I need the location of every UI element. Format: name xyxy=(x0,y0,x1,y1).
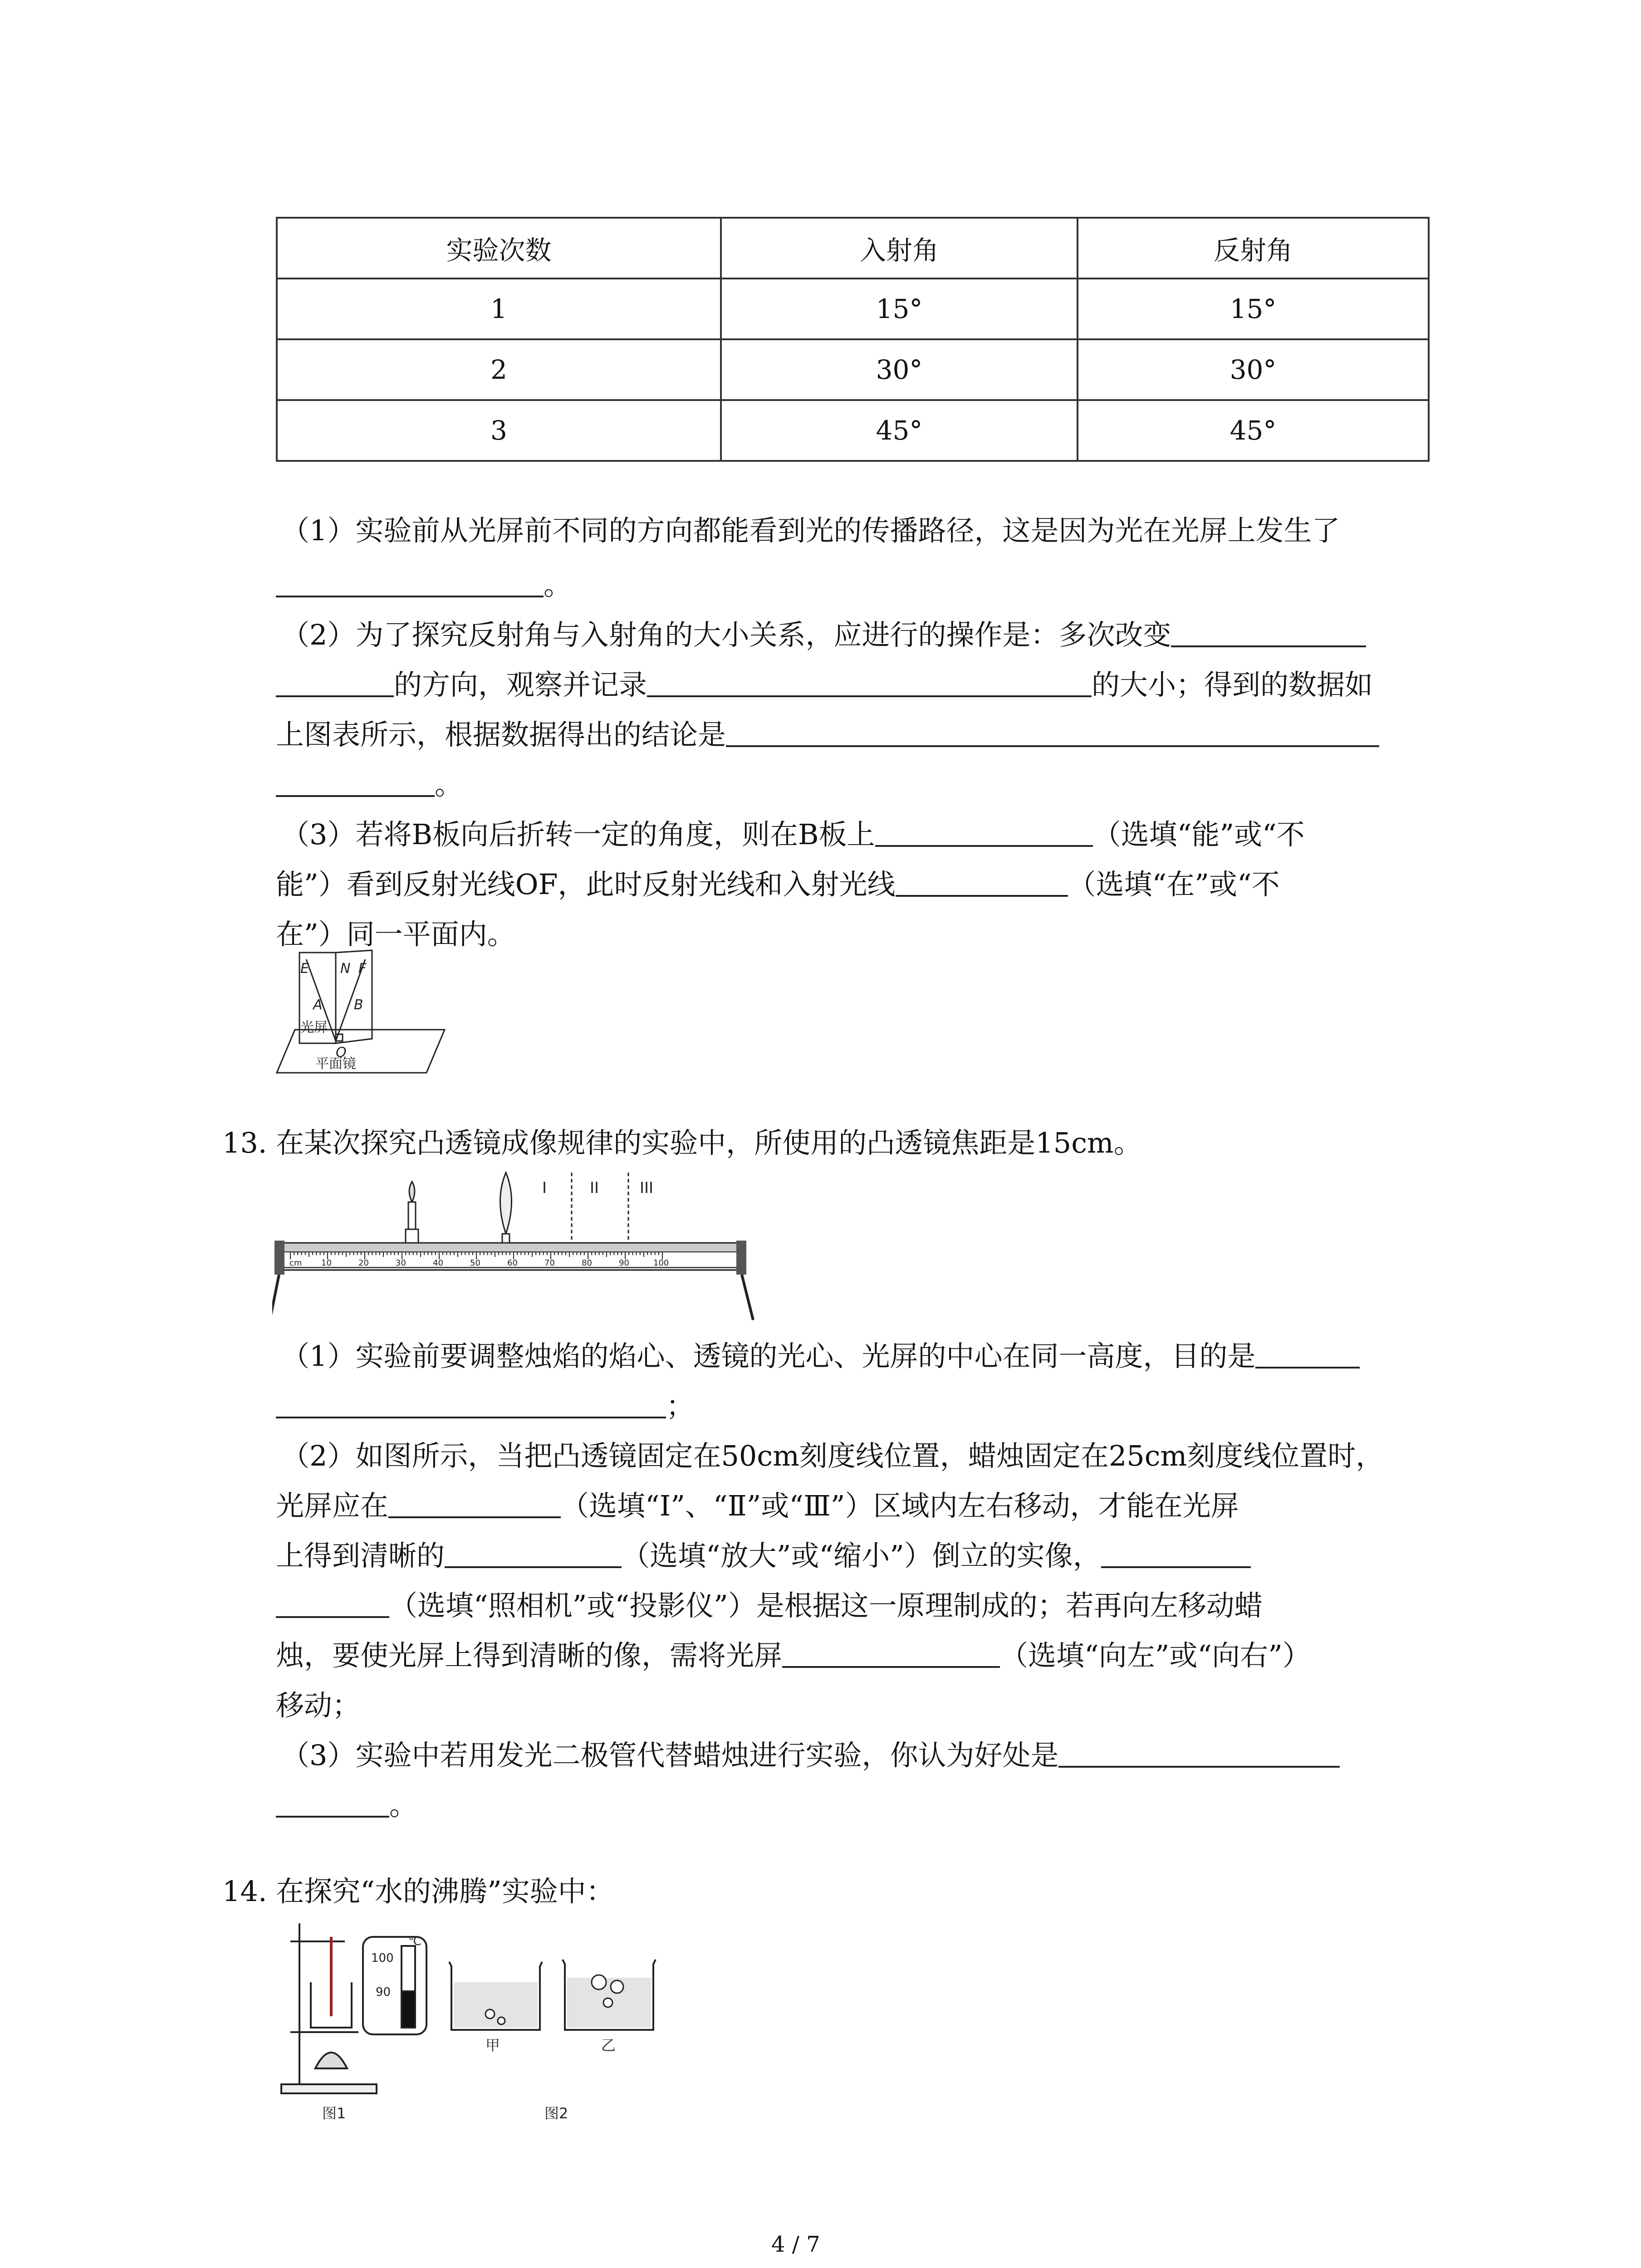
table-cell: 2 xyxy=(277,339,721,400)
table-row xyxy=(277,279,1429,339)
answer-blank[interactable] xyxy=(276,768,435,797)
answer-blank[interactable] xyxy=(445,1539,622,1568)
bench-leg-left xyxy=(272,1275,279,1320)
q13-part1-line2 xyxy=(276,1388,694,1424)
q12-part2-line4 xyxy=(276,767,463,803)
angle-table xyxy=(276,217,1430,462)
q13-part2-text: 移动； xyxy=(276,1689,361,1722)
q13-stem xyxy=(222,1125,1142,1161)
scale-tick-label: 100 xyxy=(653,1258,669,1268)
answer-blank[interactable] xyxy=(1255,1339,1360,1369)
q13-part2-line3 xyxy=(276,1538,1251,1574)
alcohol-lamp xyxy=(315,2053,347,2068)
q13-part2-text: （2）如图所示，当把凸透镜固定在50cm刻度线位置，蜡烛固定在25cm刻度线位置时， xyxy=(281,1439,1384,1472)
q13-part2-text: （选填“照相机”或“投影仪”）是根据这一原理制成的；若再向左移动蜡 xyxy=(389,1589,1263,1622)
q12-part2-line3 xyxy=(276,717,1379,753)
region-label: I xyxy=(542,1179,547,1197)
scale-tick-label: 50 xyxy=(470,1258,480,1268)
answer-blank[interactable] xyxy=(276,568,544,597)
q12-part2-text: 的方向，观察并记录 xyxy=(394,668,647,701)
scale-tick-label: 20 xyxy=(358,1258,369,1268)
answer-blank[interactable] xyxy=(1058,1739,1340,1768)
candle-holder xyxy=(406,1229,418,1243)
optical-bench-figure xyxy=(272,1170,762,1325)
temp-unit: ℃ xyxy=(408,1935,422,1948)
label-screen: 光屏 xyxy=(300,1020,328,1036)
q14-stem xyxy=(222,1873,614,1910)
bubble-large xyxy=(592,1975,606,1989)
answer-blank[interactable] xyxy=(726,718,1379,747)
label-b: B xyxy=(354,997,363,1013)
q12-part3-line2 xyxy=(276,866,1280,903)
stand-base xyxy=(281,2084,377,2093)
q12-part3-line1 xyxy=(281,816,1305,853)
scale-tick-label: 80 xyxy=(582,1258,592,1268)
region-label: II xyxy=(590,1179,599,1197)
q12-part1-answer xyxy=(276,567,572,603)
answer-blank[interactable] xyxy=(1101,1539,1251,1568)
answer-blank[interactable] xyxy=(647,668,1092,697)
q13-part2-text: 上得到清晰的 xyxy=(276,1539,445,1572)
q13-part2-line5 xyxy=(276,1637,1311,1674)
scale-tick-label: 70 xyxy=(544,1258,555,1268)
q13-part2-line1 xyxy=(281,1438,1384,1474)
mirror-plane xyxy=(277,1030,445,1073)
q13-part1-text: （1）实验前要调整烛焰的焰心、透镜的光心、光屏的中心在同一高度，目的是 xyxy=(281,1339,1256,1373)
q13-part1-line1 xyxy=(281,1338,1360,1374)
table-row xyxy=(277,400,1429,461)
q12-part2-text: 的大小；得到的数据如 xyxy=(1092,668,1373,701)
convex-lens xyxy=(500,1173,512,1234)
q12-part3-line3 xyxy=(276,916,515,953)
q12-part3-text: （3）若将B板向后折转一定的角度，则在B板上 xyxy=(281,818,875,851)
label-n: N xyxy=(340,961,351,977)
label-o: O xyxy=(336,1045,347,1061)
table-cell: 1 xyxy=(277,279,721,339)
candle-flame xyxy=(409,1182,415,1202)
q12-part1-text: （1）实验前从光屏前不同的方向都能看到光的传播路径，这是因为光在光屏上发生了 xyxy=(281,514,1340,547)
q13-part2-text: 光屏应在 xyxy=(276,1489,389,1522)
label-fig2: 图2 xyxy=(544,2105,568,2122)
answer-blank[interactable] xyxy=(276,668,394,697)
table-cell: 30° xyxy=(721,339,1078,400)
q13-part2-line2 xyxy=(276,1488,1239,1524)
bubble-large xyxy=(611,1980,623,1993)
bench-leg-right xyxy=(742,1275,753,1320)
q12-part1 xyxy=(281,513,1340,549)
q13-part2-line6 xyxy=(276,1687,360,1724)
scale-tick-label: 90 xyxy=(619,1258,629,1268)
q13-part2-text: 烛，要使光屏上得到清晰的像，需将光屏 xyxy=(276,1639,783,1672)
bubble-medium xyxy=(603,1998,612,2007)
q12-part2-text: 上图表所示，根据数据得出的结论是 xyxy=(276,718,726,751)
q12-part3-text: （选填“在”或“不 xyxy=(1068,868,1280,901)
bubble-small xyxy=(498,2017,505,2024)
table-cell: 45° xyxy=(721,400,1078,461)
answer-blank[interactable] xyxy=(276,1789,389,1818)
q12-part3-text: 能”）看到反射光线OF，此时反射光线和入射光线 xyxy=(276,868,896,901)
scale-tick-label: 30 xyxy=(396,1258,406,1268)
q14-stem-text: 14. 在探究“水的沸腾”实验中： xyxy=(222,1875,614,1908)
table-cell: 30° xyxy=(1078,339,1429,400)
table-header: 反射角 xyxy=(1078,218,1429,279)
answer-blank[interactable] xyxy=(1171,618,1366,647)
scale-tick-label: 60 xyxy=(507,1258,518,1268)
table-header: 入射角 xyxy=(721,218,1078,279)
label-jia: 甲 xyxy=(485,2037,500,2054)
thermometer-column xyxy=(402,1991,415,2028)
q12-part3-text: 在”）同一平面内。 xyxy=(276,918,515,951)
bench-end-left xyxy=(274,1241,284,1275)
q12-part3-text: （选填“能”或“不 xyxy=(1092,818,1305,851)
label-yi: 乙 xyxy=(601,2037,616,2054)
q13-part2-text: （选填“Ⅰ”、“Ⅱ”或“Ⅲ”）区域内左右移动，才能在光屏 xyxy=(561,1489,1239,1522)
candle-body xyxy=(408,1202,416,1229)
reflection-figure xyxy=(272,948,454,1080)
page-number: 4 / 7 xyxy=(771,2232,820,2257)
label-e: E xyxy=(300,961,309,977)
scale-tick-label: 10 xyxy=(321,1258,332,1268)
label-fig1: 图1 xyxy=(322,2105,346,2122)
table-cell: 3 xyxy=(277,400,721,461)
answer-blank[interactable] xyxy=(276,1389,666,1418)
q12-part2-line2 xyxy=(276,667,1373,703)
answer-blank[interactable] xyxy=(782,1639,1000,1668)
q12-part2-end: 。 xyxy=(435,768,463,801)
bubble-small xyxy=(485,2009,495,2019)
q12-part2-text: （2）为了探究反射角与入射角的大小关系，应进行的操作是：多次改变 xyxy=(281,618,1171,651)
label-mirror: 平面镜 xyxy=(315,1056,356,1072)
temp-tick-100: 100 xyxy=(371,1951,394,1965)
lens-holder xyxy=(502,1234,509,1243)
water-jia xyxy=(454,1982,538,2028)
answer-blank[interactable] xyxy=(896,868,1068,897)
table-cell: 45° xyxy=(1078,400,1429,461)
table-cell: 15° xyxy=(1078,279,1429,339)
q13-part2-line4 xyxy=(276,1588,1263,1624)
q13-stem-text: 13. 在某次探究凸透镜成像规律的实验中，所使用的凸透镜焦距是15cm。 xyxy=(222,1126,1142,1159)
answer-blank[interactable] xyxy=(388,1489,561,1518)
label-f: F xyxy=(358,961,367,977)
table-row xyxy=(277,339,1429,400)
temp-tick-90: 90 xyxy=(376,1985,391,1999)
q13-part2-text: （选填“向左”或“向右”） xyxy=(1000,1639,1311,1672)
q13-part3-line1 xyxy=(281,1737,1340,1774)
table-cell: 15° xyxy=(721,279,1078,339)
bench-end-right xyxy=(736,1241,746,1275)
boiling-figure xyxy=(272,1919,726,2155)
q12-part1-end: 。 xyxy=(544,568,572,601)
q13-part3-end: 。 xyxy=(389,1789,418,1822)
scale-tick-label: 40 xyxy=(433,1258,443,1268)
answer-blank[interactable] xyxy=(875,818,1093,847)
q12-part2-line1 xyxy=(281,617,1366,653)
answer-blank[interactable] xyxy=(276,1589,389,1618)
table-header-row xyxy=(277,218,1429,279)
label-a: A xyxy=(313,997,323,1013)
scale-unit: cm xyxy=(289,1258,302,1268)
q13-part3-line2 xyxy=(276,1787,417,1823)
table-header: 实验次数 xyxy=(277,218,721,279)
q13-part1-end: ； xyxy=(666,1389,695,1422)
q13-part2-text: （选填“放大”或“缩小”）倒立的实像， xyxy=(622,1539,1101,1572)
q13-part3-text: （3）实验中若用发光二极管代替蜡烛进行实验，你认为好处是 xyxy=(281,1739,1059,1772)
region-label: III xyxy=(640,1179,654,1197)
